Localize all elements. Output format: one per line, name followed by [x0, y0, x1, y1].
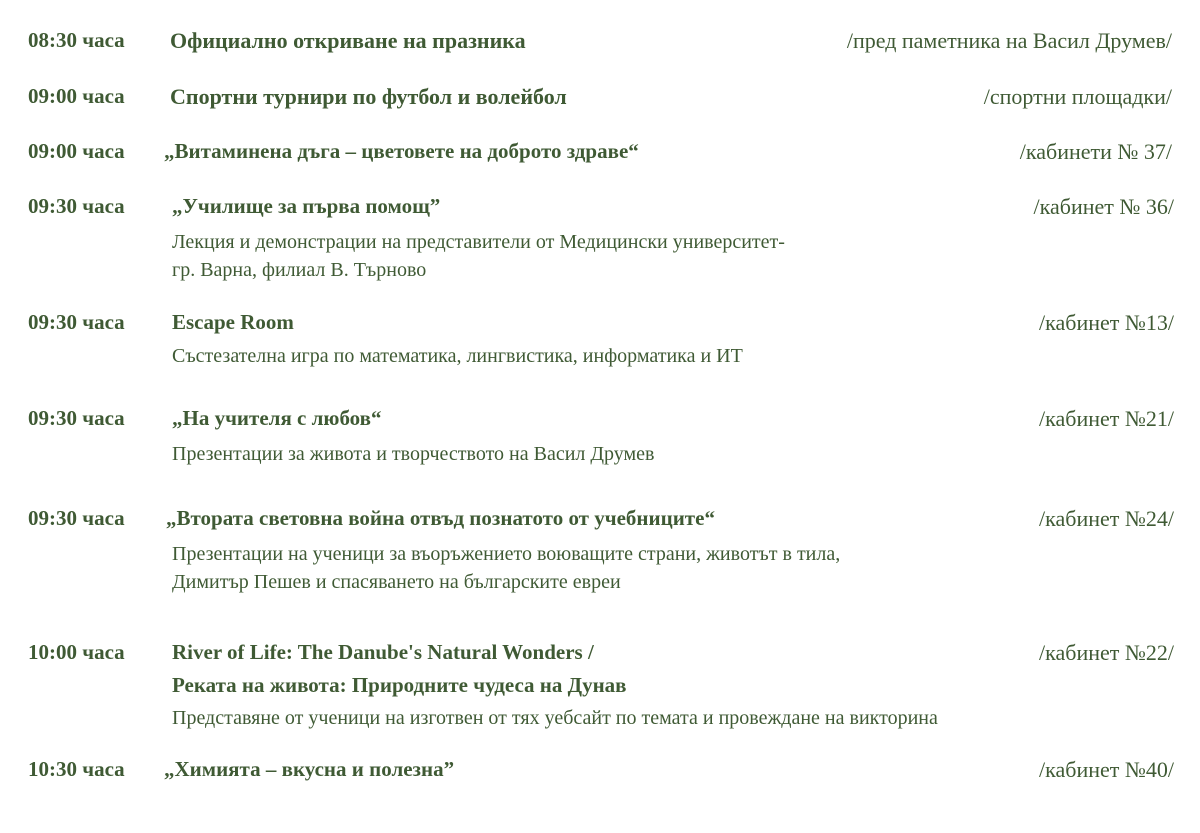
- event-description: [172, 342, 743, 370]
- event-time: 09:00 часа: [28, 84, 125, 108]
- event-location: /пред паметника на Васил Друмев/: [846, 28, 1172, 53]
- description-line: Презентации за живота и творчеството на Васил Друмев: [172, 443, 655, 465]
- event-location: /кабинет №21/: [1039, 406, 1174, 431]
- description-line: гр. Варна, филиал В. Търново: [172, 259, 427, 281]
- event-title: Спортни турнири по футбол и волейбол: [170, 84, 567, 109]
- event-description: [172, 440, 655, 468]
- event-title-translation: Реката на живота: Природните чудеса на Дунав: [172, 673, 627, 697]
- event-location: /кабинет №13/: [1039, 310, 1174, 335]
- description-line: Представяне от ученици на изготвен от тях уебсайт по темата и провеждане на викторина: [172, 707, 938, 729]
- description-line: Лекция и демонстрации на представители от Медицински университет-: [172, 231, 785, 253]
- event-title: „Витаминена дъга – цветовете на доброто здраве“: [164, 139, 639, 163]
- event-location: /спортни площадки/: [983, 84, 1172, 109]
- event-title: Escape Room: [172, 310, 294, 334]
- event-title: „Училище за първа помощ”: [172, 194, 441, 218]
- event-location: /кабинет №22/: [1039, 640, 1174, 665]
- event-time: 09:30 часа: [28, 310, 125, 334]
- description-line: Състезателна игра по математика, лингвистика, информатика и ИТ: [172, 345, 743, 367]
- event-description: [172, 540, 840, 596]
- event-description: [172, 704, 938, 732]
- event-location: /кабинети № 37/: [1019, 139, 1172, 164]
- event-time: 09:30 часа: [28, 194, 125, 218]
- event-time: 08:30 часа: [28, 28, 125, 52]
- event-location: /кабинет №24/: [1039, 506, 1174, 531]
- event-time: 09:00 часа: [28, 139, 125, 163]
- event-time: 09:30 часа: [28, 406, 125, 430]
- event-title: „Втората световна война отвъд познатото от учебниците“: [166, 506, 715, 530]
- event-description: [172, 228, 785, 284]
- event-time: 10:30 часа: [28, 757, 125, 781]
- event-title: Официално откриване на празника: [170, 28, 526, 53]
- event-time: 09:30 часа: [28, 506, 125, 530]
- event-location: /кабинет № 36/: [1033, 194, 1174, 219]
- event-title: „На учителя с любов“: [172, 406, 382, 430]
- event-title: River of Life: The Danube's Natural Wonders /: [172, 640, 594, 664]
- event-time: 10:00 часа: [28, 640, 125, 664]
- event-location: /кабинет №40/: [1039, 757, 1174, 782]
- description-line: Димитър Пешев и спасяването на българските евреи: [172, 571, 621, 593]
- description-line: Презентации на ученици за въоръжението воюващите страни, животът в тила,: [172, 543, 841, 565]
- event-title: „Химията – вкусна и полезна”: [164, 757, 455, 781]
